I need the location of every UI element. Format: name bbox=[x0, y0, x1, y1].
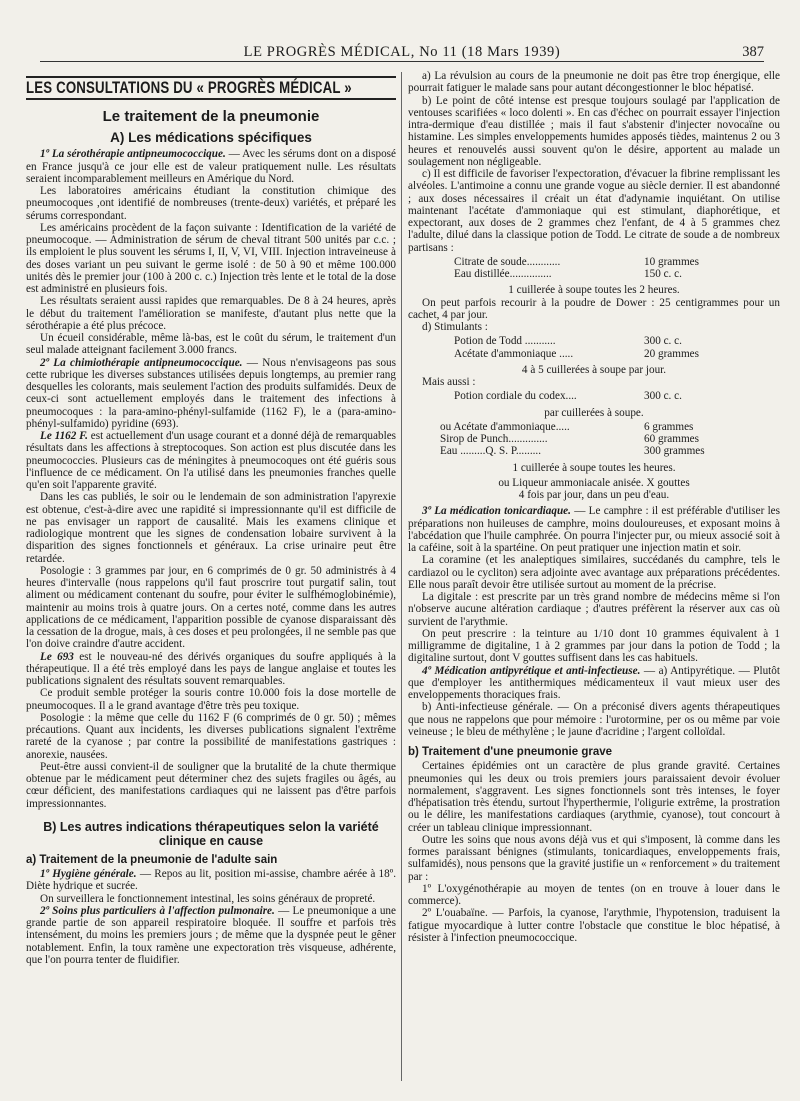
quantity: 150 c. c. bbox=[644, 268, 682, 280]
prescription-3 bbox=[454, 390, 780, 402]
paragraph-text: — Avec les sérums dont on a disposé en France jusqu'à ce jour elle est de valeur pratiquement nulle. Les résultats seraient incomparablement meilleurs en Amérique du Nord. bbox=[26, 148, 396, 185]
prescription-4 bbox=[440, 421, 780, 458]
paragraph bbox=[26, 868, 396, 893]
rubric-banner bbox=[26, 76, 396, 100]
paragraph: d) Stimulants : bbox=[422, 321, 488, 333]
paragraph: La coramine (et les analeptiques similaires, succédanés du camphre, tels le cardiazol ou le cycliton) sera adjointe avec avantage aux préparations précédentes. Elle nous paraît devoir être utilisée surtout au moment de la précrise. bbox=[408, 554, 780, 591]
dosage-line: 4 fois par jour, dans un peu d'eau. bbox=[518, 489, 670, 501]
prescription-row bbox=[454, 268, 780, 280]
ingredient: Sirop de Punch.............. bbox=[440, 433, 548, 445]
paragraph: 1º L'oxygénothérapie au moyen de tentes (on en trouve à louer dans le commerce). bbox=[408, 882, 780, 907]
paragraph: Mais aussi : bbox=[422, 376, 476, 388]
paragraph bbox=[26, 357, 396, 431]
paragraph-lead: Le 1162 F. bbox=[40, 430, 88, 442]
prescription-row bbox=[440, 433, 780, 445]
paragraph: Posologie : la même que celle du 1162 F (6 comprimés de 0 gr. 50) ; mêmes précautions. Quant aux incidents, les diverses publications signalent l'extrême rareté de la cyanose ; par contre la possibilité de manifestations gastriques : anorexie, nausées. bbox=[26, 711, 396, 761]
paragraph: Certaines épidémies ont un caractère de plus grande gravité. Certaines pneumonies qui les deux ou trois premiers jours paraissaient devoir évoluer normalement, s'aggravent. Les signes fonctionnels sont très intenses, le foyer d'hépatisation très étendu, surtout l'hyperthermie, l'oligurie extrême, la prostration ou le délire, les manifestations cardiaques (arythmie, cyanose), tout concourt à créer un tableau clinique impressionnant. bbox=[408, 760, 780, 834]
paragraph: Un écueil considérable, même là-bas, est le coût du sérum, le traitement d'un seul malade atteignant facilement 3.000 francs. bbox=[26, 332, 396, 357]
paragraph-lead: 2º Soins plus particuliers à l'affection pulmonaire. bbox=[40, 904, 275, 917]
paragraph: 2º L'ouabaïne. — Parfois, la cyanose, l'arythmie, l'hypotension, traduisent la fatigue myocardique à lutter contre l'obstacle que constitue le bloc hépatisé, à résister à l'infection pneumococcique. bbox=[408, 907, 780, 944]
section-b-heading: B) Les autres indications thérapeutiques selon la variété clinique en cause bbox=[43, 819, 379, 848]
paragraph: Dans les cas publiés, le soir ou le lendemain de son administration l'apyrexie est obtenue, c'est-à-dire avec une rapidité si impressionnante qu'il est difficile de ne pas envisager un rapport de causalité. Mais les examens clinique et radiologique montrent que les signes de condensation lobaire survivent à la disparition des signes fonctionnels et généraux. La crise urinaire peut être retardée. bbox=[26, 491, 396, 565]
paragraph: La digitale : est prescrite par un très grand nombre de médecins même si l'on n'observe aucune altération cardiaque ; d'autres préfèrent la réserver aux cas où survient de l'arythmie. bbox=[408, 591, 780, 628]
paragraph-lead: 1º La sérothérapie antipneumococcique. bbox=[40, 148, 226, 161]
paragraph: b) Le point de côté intense est presque toujours soulagé par l'application de ventouses scarifiées « loco dolenti ». En cas d'échec on pourrait essayer l'injection intra-dermique d'eau distillée ; mais il faut s'abstenir d'injecter novocaïne ou histamine. Les simples enveloppements humides apposés tièdes, maintenus 2 ou 3 heures et renouvelés aussi souvent qu'on le désire, apportent au malade un soulagement non négligeable. bbox=[408, 94, 780, 168]
paragraph-text: — a) Antipyrétique. — Plutôt que d'employer les antithermiques médicamenteux il vaut mieux user des enveloppements thoraciques frais. bbox=[408, 664, 780, 701]
ingredient: Acétate d'ammoniaque ..... bbox=[454, 347, 574, 360]
ingredient: Citrate de soude............ bbox=[454, 255, 561, 268]
paragraph bbox=[26, 430, 396, 491]
prescription-2 bbox=[454, 335, 780, 360]
paragraph-lead: 2º La chimiothérapie antipneumococcique. bbox=[40, 356, 243, 369]
dosage-line: 1 cuillerée à soupe toutes les 2 heures. bbox=[508, 284, 680, 297]
prescription-row bbox=[454, 390, 780, 402]
dosage-line: par cuillerées à soupe. bbox=[544, 406, 644, 419]
column-divider bbox=[401, 72, 402, 1081]
paragraph-text: est le nouveau-né des dérivés organiques du soufre appliqués à la thérapeutique. Il a été très employé dans les pays de langue anglaise et toutes les publications signalent des résultats souvent remarquables. bbox=[26, 650, 396, 687]
paragraph: b) Anti-infectieuse générale. — On a préconisé divers agents thérapeutiques que nous ne rappelons que pour mémoire : l'urotormine, per os ou même par voie veineuse ; le bleu de méthylène ; le jaune d'acridine ; l'argent colloïdal. bbox=[408, 701, 780, 738]
paragraph: Les américains procèdent de la façon suivante : Identification de la variété de pneumocoque. — Administration de sérum de cheval titrant 500 unités par c.c. ; ils emploient le plus souvent les sérums I, II, V, VI, VIII. Injection intraveineuse à des doses variant un peu suivant le germe isolé : de 50 à 90 et même 100.000 unités dès le premier jour (100 à 200 c. c.) Injection très lente et le total de la dose est administré en plusieurs fois. bbox=[26, 221, 396, 295]
right-column bbox=[408, 70, 780, 1091]
dosage-line: 1 cuillerée à soupe toutes les heures. bbox=[512, 461, 676, 474]
ingredient: Potion de Todd ........... bbox=[454, 335, 556, 348]
prescription-1 bbox=[454, 256, 780, 281]
page-number: 387 bbox=[742, 44, 764, 60]
article-title: Le traitement de la pneumonie bbox=[102, 108, 320, 126]
subsection-b-heading: b) Traitement d'une pneumonie grave bbox=[408, 746, 613, 758]
prescription-row bbox=[440, 445, 780, 457]
paragraph-text: — Le camphre : il est préférable d'utiliser les préparations non huileuses de camphre, moins douloureuses, et exposant moins à l'abcédation que l'huile camphrée. On pourra l'injecter pur, ou mieux associé soit à la caféine, soit à la spartéine. On peut pratiquer une injection matin et soir. bbox=[408, 505, 780, 554]
quantity: 300 c. c. bbox=[644, 335, 682, 348]
quantity: 60 grammes bbox=[644, 433, 699, 445]
quantity: 10 grammes bbox=[644, 255, 699, 268]
ingredient: Potion cordiale du codex.... bbox=[454, 390, 577, 403]
dosage-line: 4 à 5 cuillerées à soupe par jour. bbox=[521, 363, 667, 376]
paragraph: c) Il est difficile de favoriser l'expectoration, d'évacuer la fibrine remplissant les alvéoles. L'antimoine a connu une grande vogue au siècle dernier. Il est abandonné ; aux doses nécessaires il créait un état d'adynamie inquiétant. On utilise maintenant l'acétate d'ammoniaque qui est stimulant, diaphorétique, et expectorant, aux doses de 2 grammes chez l'enfant, de 4 à 5 grammes chez l'adulte, dilué dans la classique potion de Todd. Le citrate de soude a de nombreux partisans : bbox=[408, 168, 780, 254]
ingredient: ou Acétate d'ammoniaque..... bbox=[440, 420, 570, 433]
paragraph-text: — Nous n'envisageons pas sous cette rubrique les diverses substances utilisées depuis longtemps, au premier rang desquelles les colorants, mais seulement l'action des produits sulfamidés. Deux de ceux-ci sont actuellement employés dans le traitement des infections à pneumocoques : la para-amino-phényl-sulfamide (1162 F), le a (para-amino-phényl-sulfamido) pyridine (693). bbox=[26, 356, 396, 430]
paragraph bbox=[408, 505, 780, 554]
quantity: 300 grammes bbox=[644, 445, 705, 458]
paragraph: On peut parfois recourir à la poudre de Dower : 25 centigrammes pour un cachet, 4 par jour. bbox=[408, 296, 780, 321]
paragraph-lead: Le 693 bbox=[40, 650, 74, 663]
quantity: 20 grammes bbox=[644, 347, 699, 360]
prescription-5: ou Liqueur ammoniacale anisée. X gouttes bbox=[498, 476, 690, 489]
paragraph-lead: 4º Médication antipyrétique et anti-infectieuse. bbox=[422, 664, 641, 677]
rubric-title: LES CONSULTATIONS DU « PROGRÈS MÉDICAL » bbox=[26, 78, 352, 97]
paragraph: Peut-être aussi convient-il de souligner que la brutalité de la chute thermique obtenue par le médicament peut déterminer chez des sujets fragiles ou âgés, au cœur déficient, des manifestations cardiaques qui ne laissent pas d'être parfois impressionnantes. bbox=[26, 760, 396, 810]
paragraph-text: est actuellement d'un usage courant et a donné déjà de remarquables résultats dans les affections à streptocoques. Son action est plus discutée dans les pneumococcies. Plusieurs cas de méningites à pneumocoques ont été guéris sous l'influence de ce médicament. On l'a utilisé dans les pneumonies franches quelle qu'en soit l'apparente gravité. bbox=[26, 430, 396, 491]
paragraph: On peut prescrire : la teinture au 1/10 dont 10 grammes équivalent à 1 milligramme de digitaline, 1 à 2 grammes par jour dans la potion de Todd ; la digitaline surtout, dont V gouttes suffisent dans les cas habituels. bbox=[408, 627, 780, 665]
paragraph: Posologie : 3 grammes par jour, en 6 comprimés de 0 gr. 50 administrés à 4 heures d'intervalle (nous rappelons qu'il faut proscrire tout purgatif salin, tout aliment ou médicament contenant du soufre, pour éviter le sulfhémoglobinémie), maintenir au moins trois à quatre jours. On a certes noté, comme dans les autres applications de ce médicament, l'apparition possible de cyanose disparaissant dès la cessation de la drogue, mais, à ces doses et peu prolongées, il ne semble pas que l'on doive craindre d'autre accident. bbox=[26, 564, 396, 651]
prescription-row bbox=[454, 335, 780, 347]
subsection-a-heading: a) Traitement de la pneumonie de l'adulte sain bbox=[26, 853, 278, 866]
running-head bbox=[40, 40, 764, 64]
paragraph-text: — Le pneumonique a une grande partie de son appareil respiratoire bloquée. Il souffre et parfois très intensément, du moins les premiers jours ; de même que la dyspnée peut le gêner notablement. Enfin, la toux ramène une expectoration très visqueuse, adhérente, que l'on pourra tenter de fluidifier. bbox=[26, 904, 396, 966]
paragraph: Ce produit semble protéger la souris contre 10.000 fois la dose mortelle de pneumocoques. Il a le grand avantage d'être très peu toxique. bbox=[26, 687, 396, 712]
left-column bbox=[26, 70, 396, 1091]
paragraph bbox=[26, 651, 396, 688]
paragraph: Les laboratoires américains étudiant la constitution chimique des pneumocoques ,ont identifié de nombreuses (trente-deux) variétés, et préparé les sérums correspondant. bbox=[26, 185, 396, 222]
paragraph-text: — Repos au lit, position mi-assise, chambre aérée à 18º. Diète hydrique et sucrée. bbox=[26, 868, 396, 893]
ingredient: Eau distillée............... bbox=[454, 268, 552, 280]
paragraph bbox=[26, 148, 396, 185]
paragraph bbox=[408, 665, 780, 702]
paragraph bbox=[26, 905, 396, 966]
paragraph-lead: 1º Hygiène générale. bbox=[40, 868, 137, 880]
paragraph: Les résultats seraient aussi rapides que remarquables. De 8 à 24 heures, après le début du traitement l'amélioration se manifeste, d'autant plus nette que la sérothérapie a été plus précoce. bbox=[26, 295, 396, 332]
prescription-row bbox=[440, 421, 780, 433]
quantity: 6 grammes bbox=[644, 420, 694, 433]
quantity: 300 c. c. bbox=[644, 390, 682, 403]
paragraph: a) La révulsion au cours de la pneumonie ne doit pas être trop énergique, elle pourrait fatiguer le malade sans pour autant décongestionner le bloc hépatisé. bbox=[408, 70, 780, 95]
paragraph: On surveillera le fonctionnement intestinal, les soins généraux de propreté. bbox=[40, 892, 376, 905]
paragraph: Outre les soins que nous avons déjà vus et qui s'imposent, là comme dans les formes paraissant bénignes (stimulants, tonicardiaques, enveloppements frais, sulfamidés), nous pensons que la gravité justifie un « renforcement » du traitement par : bbox=[408, 833, 780, 883]
section-a-heading: A) Les médications spécifiques bbox=[110, 130, 312, 146]
prescription-row bbox=[454, 256, 780, 268]
ingredient: Eau .........Q. S. P......... bbox=[440, 445, 542, 458]
journal-title: LE PROGRÈS MÉDICAL, No 11 (18 Mars 1939) bbox=[243, 44, 561, 60]
header-rule bbox=[40, 61, 764, 62]
prescription-row bbox=[454, 348, 780, 360]
paragraph-lead: 3º La médication tonicardiaque. bbox=[422, 505, 571, 518]
